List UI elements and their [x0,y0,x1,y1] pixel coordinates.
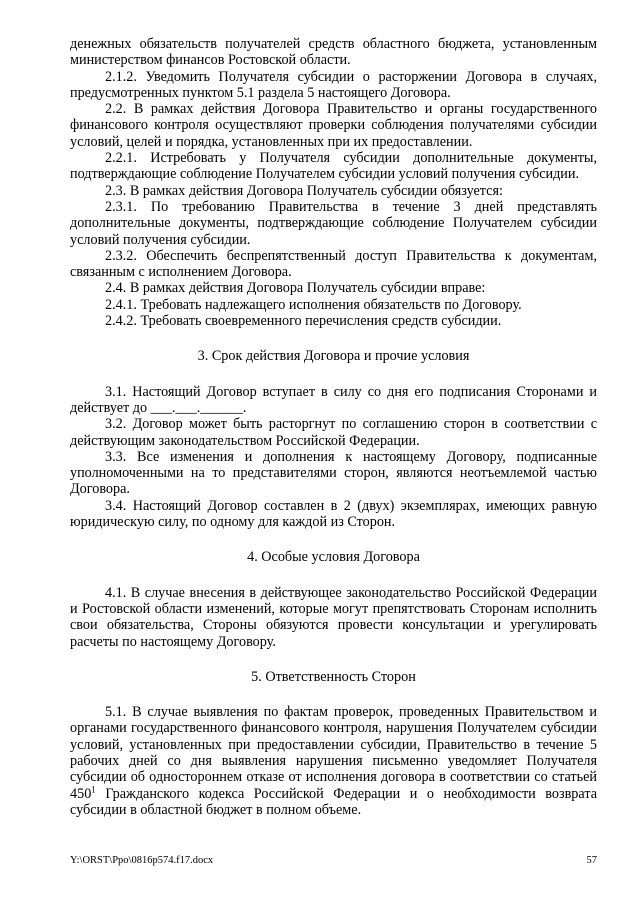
paragraph-continuation: денежных обязательств получателей средств областного бюджета, установленным министерством финансов Ростовской области. [70,36,597,69]
paragraph-2-4: 2.4. В рамках действия Договора Получатель субсидии вправе: [105,280,486,297]
page-footer [70,855,597,866]
section-5-heading: 5. Ответственность Сторон [251,668,416,685]
paragraph-5-1 [70,704,597,818]
paragraph-3-4: 3.4. Настоящий Договор составлен в 2 (двух) экземплярах, имеющих равную юридическую силу, по одному для каждой из Сторон. [70,497,597,531]
paragraph-2-3-1: 2.3.1. По требованию Правительства в течение 3 дней представлять дополнительные документы, подтверждающие соблюдение Получателем субсидии условий получения субсидии. [70,198,597,248]
article-superscript: 1 [91,783,96,794]
paragraph-3-1: 3.1. Настоящий Договор вступает в силу со дня его подписания Сторонами и действует до ___.___.______. [70,383,597,416]
paragraph-3-3: 3.3. Все изменения и дополнения к настоящему Договору, подписанные уполномоченными на то представителями сторон, являются неотъемлемой частью Договора. [70,448,597,498]
paragraph-4-1: 4.1. В случае внесения в действующее законодательство Российской Федерации и Ростовской области изменений, которые могут препятствовать Сторонам исполнить свои обязательства, Стороны обязуются провести консультации и урегулировать расчеты по настоящему Договору. [70,584,597,650]
paragraph-5-1-text-a: 5.1. В случае выявления по фактам проверок, проведенных Правительством и органами государственного финансового контроля, нарушения Получателем субсидии условий, установленных при предоставлении субсидии, Правительство в течение 5 рабочих дней со дня выявления нарушения письменно уведомляет Получателя субсидии об одностороннем отказе от исполнения договора в соответствии со статьей 450 [70,704,597,802]
paragraph-2-1-2: 2.1.2. Уведомить Получателя субсидии о расторжении Договора в случаях, предусмотренных пунктом 5.1 раздела 5 настоящего Договора. [70,68,597,101]
paragraph-3-2: 3.2. Договор может быть расторгнут по соглашению сторон в соответствии с действующим законодательством Российской Федерации. [70,416,597,449]
paragraph-2-2-1: 2.2.1. Истребовать у Получателя субсидии дополнительные документы, подтверждающие соблюдение Получателем субсидии условий получения субсидии. [70,150,597,183]
footer-page-number: 57 [586,855,597,866]
paragraph-5-1-text-b: Гражданского кодекса Российской Федерации и о необходимости возврата субсидии в областной бюджет в полном объеме. [70,785,597,818]
section-3-heading: 3. Срок действия Договора и прочие условия [197,348,470,365]
paragraph-2-4-1: 2.4.1. Требовать надлежащего исполнения обязательств по Договору. [105,296,522,313]
paragraph-2-2: 2.2. В рамках действия Договора Правительство и органы государственного финансового контроля осуществляют проверки соблюдения получателями субсидии условий, целей и порядка, установленных при их предоставлении. [70,101,597,150]
paragraph-2-4-2: 2.4.2. Требовать своевременного перечисления средств субсидии. [105,313,502,330]
footer-file-path: Y:\ORST\Ppo\0816p574.f17.docx [70,855,214,866]
paragraph-2-3: 2.3. В рамках действия Договора Получатель субсидии обязуется: [105,182,503,199]
section-4-heading: 4. Особые условия Договора [247,549,420,566]
document-body [70,36,597,818]
paragraph-2-3-2: 2.3.2. Обеспечить беспрепятственный доступ Правительства к документам, связанным с исполнением Договора. [70,247,597,281]
